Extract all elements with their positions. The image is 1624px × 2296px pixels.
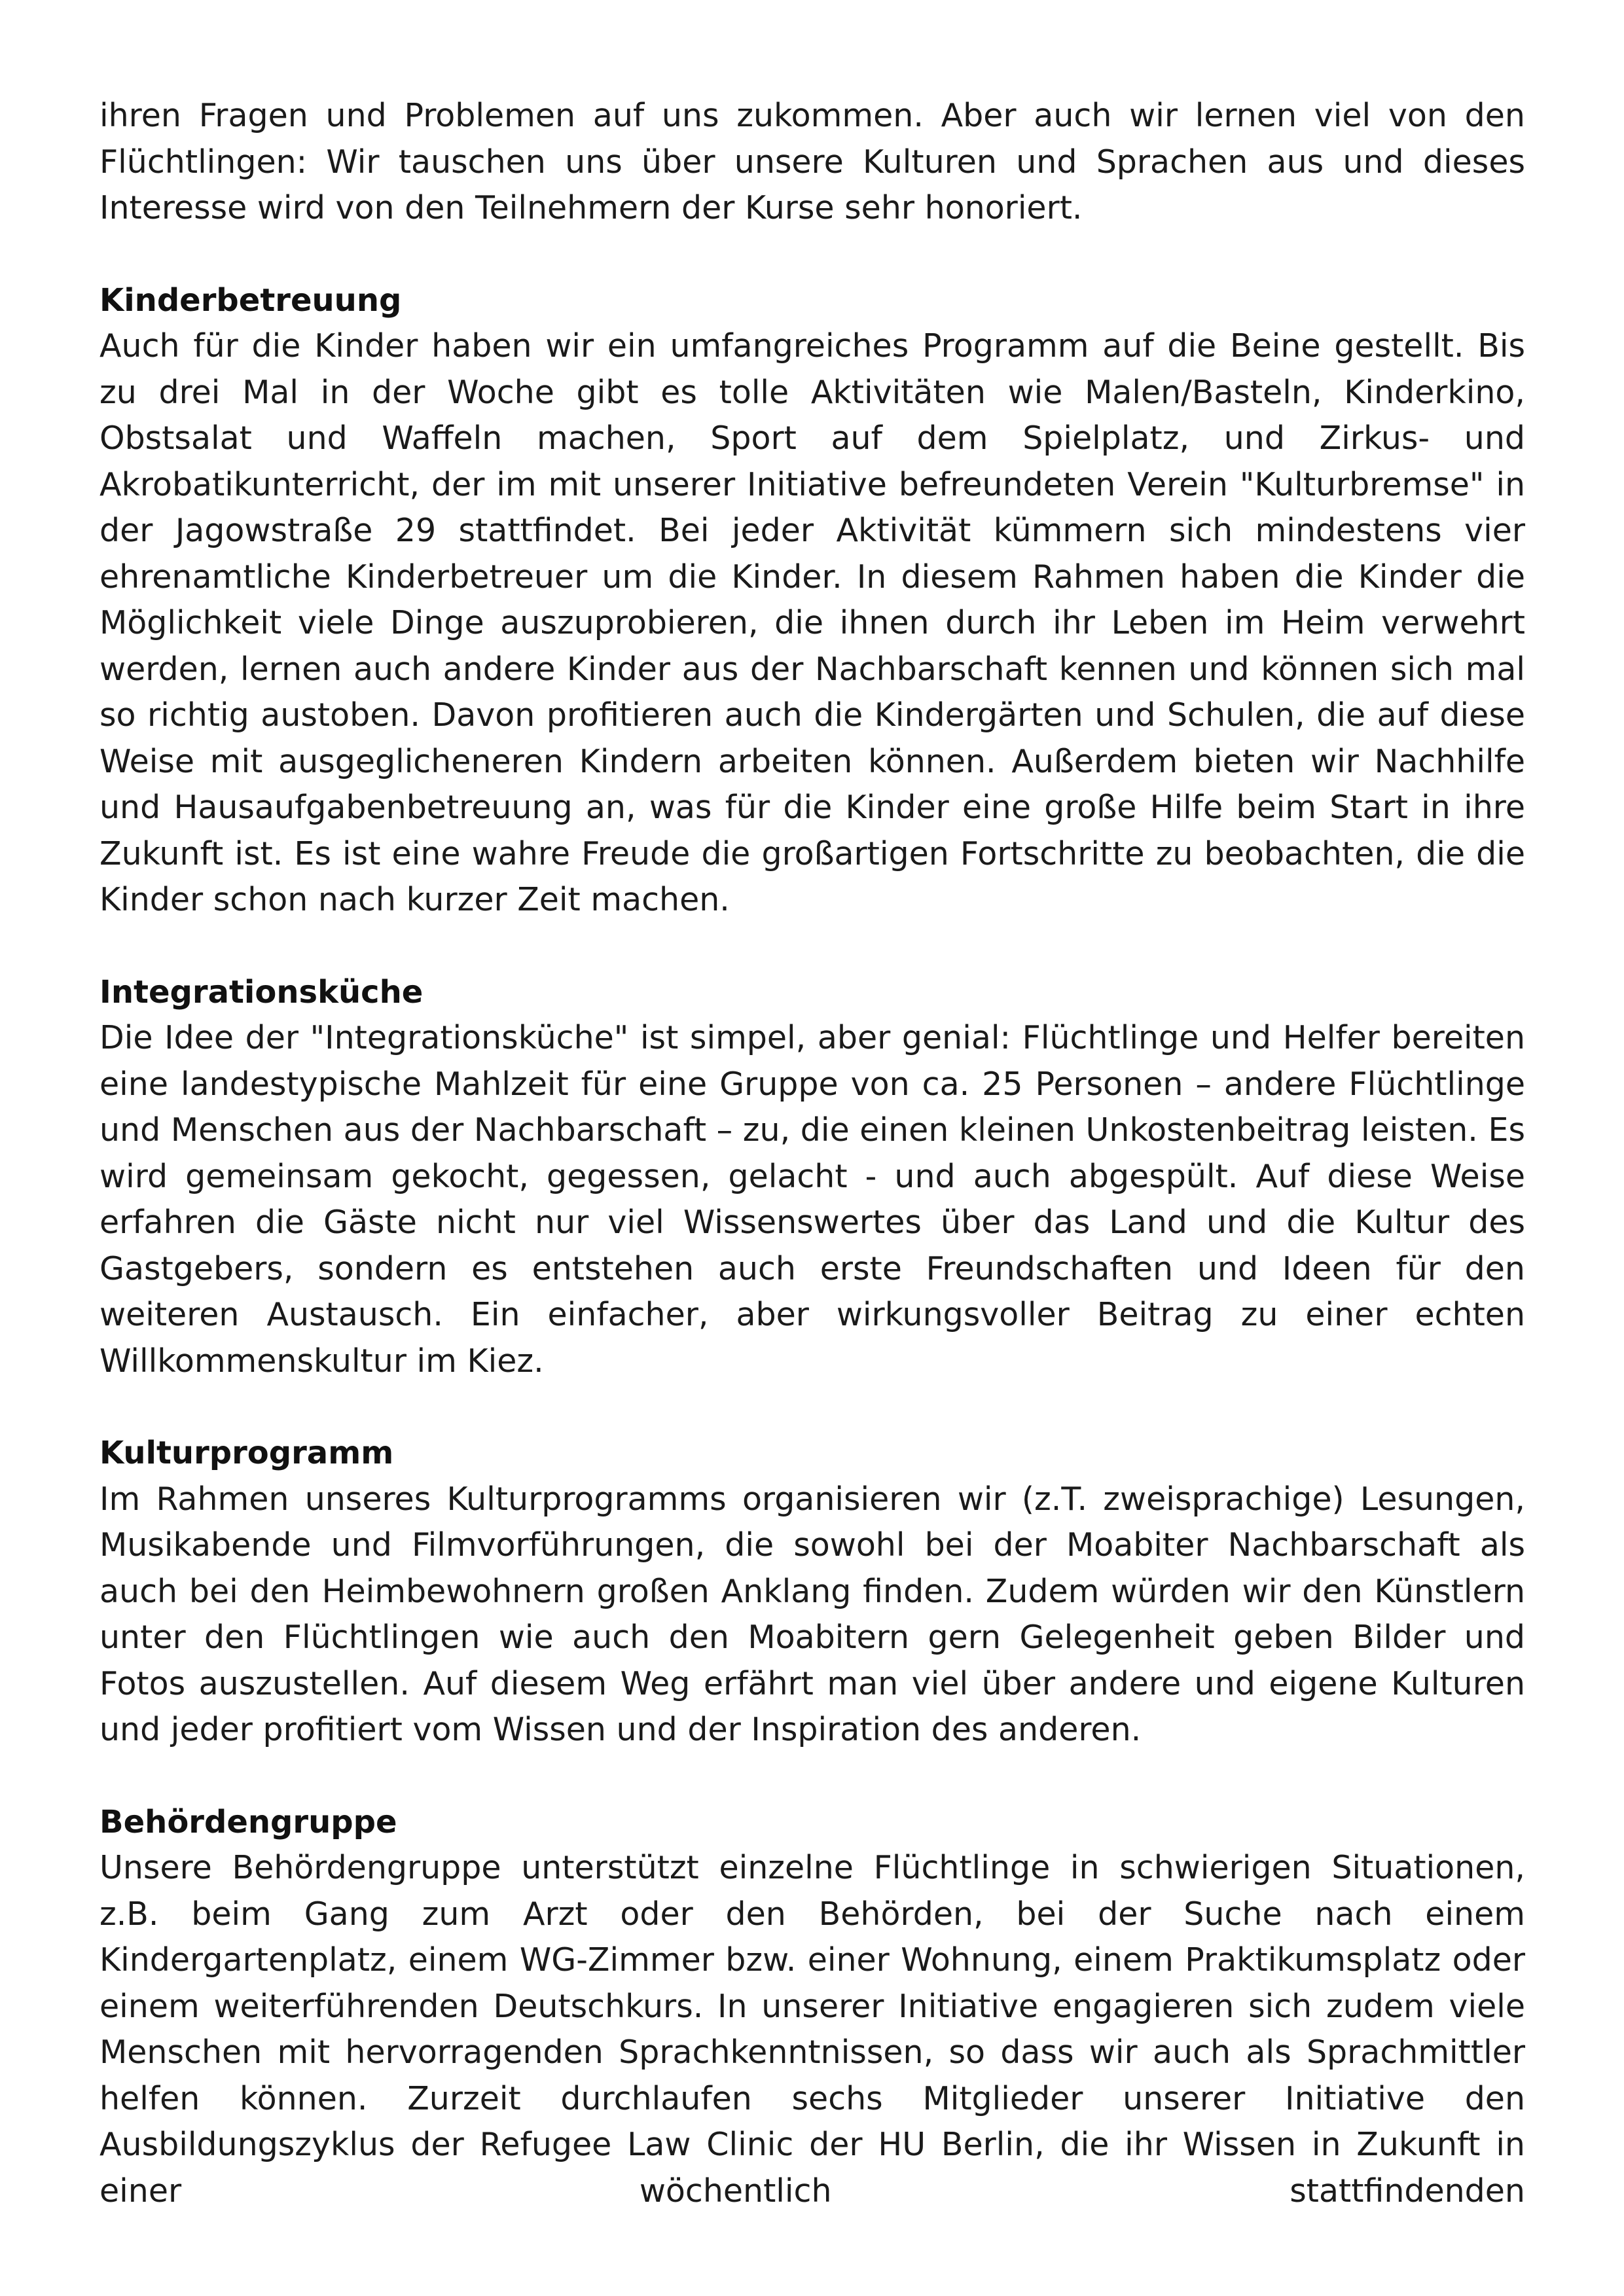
- section-heading: Kinderbetreuung: [99, 281, 402, 319]
- section-behoerdengruppe: [99, 1799, 1525, 2215]
- section-heading: Integrationsküche: [99, 973, 424, 1011]
- section-body: Im Rahmen unseres Kulturprogramms organisieren wir (z.T. zweisprachige) Lesungen, Musikabende und Filmvorführungen, die sowohl bei der Moabiter Nachbarschaft als auch bei den Heimbewohnern großen Anklang finden. Zudem würden wir den Künstlern unter den Flüchtlingen wie auch den Moabitern gern Gelegenheit geben Bilder und Fotos auszustellen. Auf diesem Weg erfährt man viel über andere und eigene Kulturen und jeder profitiert vom Wissen und der Inspiration des anderen.: [99, 1480, 1525, 1748]
- section-heading: Kulturprogramm: [99, 1435, 394, 1471]
- section-heading: Behördengruppe: [99, 1803, 397, 1840]
- intro-paragraph: ihren Fragen und Problemen auf uns zukommen. Aber auch wir lernen viel von den Flüchtlingen: Wir tauschen uns über unsere Kulturen und Sprachen aus und dieses Interesse wird von den Teilnehmern der Kurse sehr honoriert.: [99, 97, 1525, 226]
- section-kinderbetreuung: [99, 278, 1525, 924]
- section-integrationskueche: [99, 969, 1525, 1385]
- section-kulturprogramm: [99, 1430, 1525, 1753]
- section-body: Die Idee der "Integrationsküche" ist simpel, aber genial: Flüchtlinge und Helfer bereiten eine landestypische Mahlzeit für eine Gruppe von ca. 25 Personen – andere Flüchtlinge und Menschen aus der Nachbarschaft – zu, die einen kleinen Unkostenbeitrag leisten. Es wird gemeinsam gekocht, gegessen, gelacht - und auch abgespült. Auf diese Weise erfahren die Gäste nicht nur viel Wissenswertes über das Land und die Kultur des Gastgebers, sondern es entstehen auch erste Freundschaften und Ideen für den weiteren Austausch. Ein einfacher, aber wirkungsvoller Beitrag zu einer echten Willkommenskultur im Kiez.: [99, 1019, 1525, 1380]
- section-body: Unsere Behördengruppe unterstützt einzelne Flüchtlinge in schwierigen Situationen, z.B. beim Gang zum Arzt oder den Behörden, bei der Suche nach einem Kindergartenplatz, einem WG-Zimmer bzw. einer Wohnung, einem Praktikumsplatz oder einem weiterführenden Deutschkurs. In unserer Initiative engagieren sich zudem viele Menschen mit hervorragenden Sprachkenntnissen, so dass wir auch als Sprachmittler helfen können. Zurzeit durchlaufen sechs Mitglieder unserer Initiative den Ausbildungszyklus der Refugee Law Clinic der HU Berlin, die ihr Wissen in Zukunft in einer wöchentlich stattfindenden: [99, 1849, 1525, 2210]
- document-page: [99, 93, 1525, 2214]
- section-body: Auch für die Kinder haben wir ein umfangreiches Programm auf die Beine gestellt. Bis zu drei Mal in der Woche gibt es tolle Aktivitäten wie Malen/Basteln, Kinderkino, Obstsalat und Waffeln machen, Sport auf dem Spielplatz, und Zirkus- und Akrobatikunterricht, der im mit unserer Initiative befreundeten Verein "Kulturbremse" in der Jagowstraße 29 stattfindet. Bei jeder Aktivität kümmern sich mindestens vier ehrenamtliche Kinderbetreuer um die Kinder. In diesem Rahmen haben die Kinder die Möglichkeit viele Dinge auszuprobieren, die ihnen durch ihr Leben im Heim verwehrt werden, lernen auch andere Kinder aus der Nachbarschaft kennen und können sich mal so richtig austoben. Davon profitieren auch die Kindergärten und Schulen, die auf diese Weise mit ausgeglicheneren Kindern arbeiten können. Außerdem bieten wir Nachhilfe und Hausaufgabenbetreuung an, was für die Kinder eine große Hilfe beim Start in ihre Zukunft ist. Es ist eine wahre Freude die großartigen Fortschritte zu beobachten, die die Kinder schon nach kurzer Zeit machen.: [99, 327, 1525, 918]
